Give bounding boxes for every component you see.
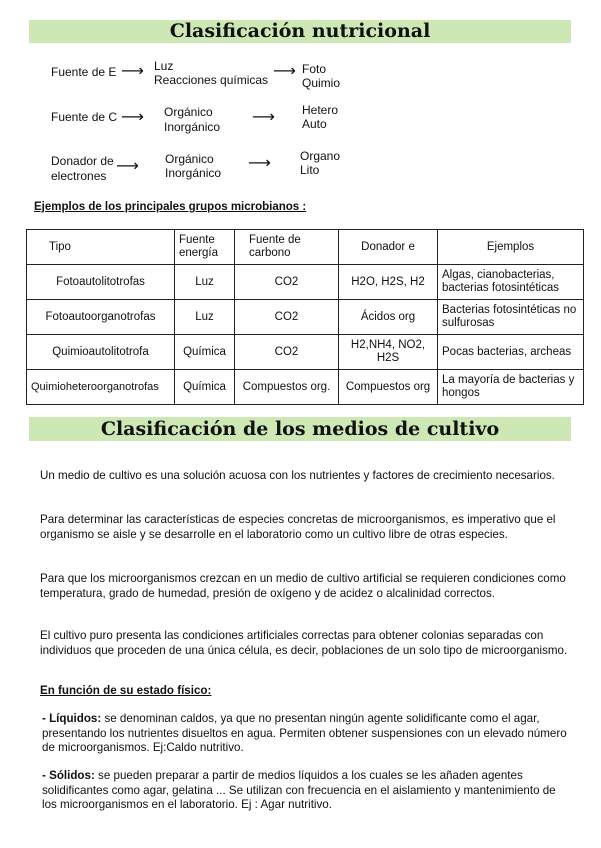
microbial-groups-table <box>26 229 584 405</box>
nutrition-label-donor: electrones <box>51 169 107 183</box>
media-type-term: - Líquidos: <box>42 712 102 725</box>
table-row <box>27 300 584 335</box>
arrow-icon: ⟶ <box>273 63 296 80</box>
table-cell: Quimioautolitotrofa <box>27 335 175 370</box>
nutrition-option: Inorgánico <box>164 120 221 134</box>
table-row <box>27 370 584 405</box>
table-cell: CO2 <box>235 300 339 335</box>
section-title-nutritional: Clasificación nutricional <box>29 20 571 43</box>
table-cell: Química <box>175 370 235 405</box>
nutrition-result: Foto <box>302 62 327 76</box>
media-type-text: se pueden preparar a partir de medios líquidos a los cuales se les añaden agentes solidificantes como agar, gelatina ... Se utilizan con frecuencia en el aislamiento y mantenimiento de los microorganismos en el laboratorio. Ej : Agar nutritivo. <box>42 769 556 811</box>
nutrition-label-carbon: Fuente de C <box>51 110 118 124</box>
table-cell: Química <box>175 335 235 370</box>
table-header-cell: Tipo <box>27 230 175 265</box>
table-cell: Pocas bacterias, archeas <box>438 335 584 370</box>
table-cell: Algas, cianobacterias, bacterias fotosintéticas <box>438 265 584 300</box>
table-cell: Fotoautoorganotrofas <box>27 300 175 335</box>
media-type-item <box>42 769 572 813</box>
nutrition-option: Luz <box>154 59 174 73</box>
table-header-cell: Ejemplos <box>438 230 584 265</box>
arrow-icon: ⟶ <box>252 109 275 126</box>
physical-state-heading: En función de su estado físico: <box>40 684 212 697</box>
nutrition-option: Orgánico <box>164 105 213 119</box>
nutrition-option: Orgánico <box>165 152 214 166</box>
table-cell: La mayoría de bacterias y hongos <box>438 370 584 405</box>
table-cell: Bacterias fotosintéticas no sulfurosas <box>438 300 584 335</box>
arrow-icon: ⟶ <box>121 109 144 126</box>
nutrition-option: Inorgánico <box>165 166 222 180</box>
paragraph: El cultivo puro presenta las condiciones artificiales correctas para obtener colonias separadas con individuos que proceden de una única célula, es decir, poblaciones de un solo tipo de microorganismo. <box>40 629 568 657</box>
table-cell: H2O, H2S, H2 <box>339 265 438 300</box>
nutrition-result: Hetero <box>302 103 339 117</box>
nutrition-label-donor: Donador de <box>51 154 114 168</box>
table-cell: Luz <box>175 300 235 335</box>
table-cell: Compuestos org <box>339 370 438 405</box>
arrow-icon: ⟶ <box>116 158 139 175</box>
paragraph: Un medio de cultivo es una solución acuosa con los nutrientes y factores de crecimiento necesarios. <box>40 469 555 482</box>
table-row <box>27 265 584 300</box>
media-type-item <box>42 712 572 756</box>
table-header-cell: Fuente de carbono <box>235 230 339 265</box>
nutrition-result: Lito <box>300 163 320 177</box>
examples-heading: Ejemplos de los principales grupos microbianos : <box>34 201 307 213</box>
nutrition-result: Quimio <box>302 76 341 90</box>
paragraph: Para que los microorganismos crezcan en un medio de cultivo artificial se requieren condiciones como temperatura, grado de humedad, presión de oxígeno y de acidez o alcalinidad correctos. <box>40 572 566 600</box>
table-cell: CO2 <box>235 265 339 300</box>
table-cell: H2,NH4, NO2, H2S <box>339 335 438 370</box>
nutrition-label-energy: Fuente de E <box>51 65 117 79</box>
table-row <box>27 335 584 370</box>
table-cell: Ácidos org <box>339 300 438 335</box>
paragraph: Para determinar las características de especies concretas de microorganismos, es imperativo que el organismo se aisle y se desarrolle en el laboratorio como un cultivo libre de otras especies. <box>40 513 556 541</box>
arrow-icon: ⟶ <box>248 155 271 172</box>
table-header-cell: Fuente energía <box>175 230 235 265</box>
arrow-icon: ⟶ <box>121 63 144 80</box>
media-type-text: se denominan caldos, ya que no presentan ningún agente solidificante como el agar, presentando los nutrientes disueltos en agua. Permiten obtener suspensiones con un elevado número de microorganismos. Ej:Caldo nutritivo. <box>42 712 567 754</box>
table-cell: Fotoautolitotrofas <box>27 265 175 300</box>
nutrition-result: Auto <box>302 117 327 131</box>
table-header-row <box>27 230 584 265</box>
table-cell: Quimioheteroorganotrofas <box>27 370 175 405</box>
section-title-culture-media: Clasificación de los medios de cultivo <box>29 417 571 441</box>
table-header-cell: Donador e <box>339 230 438 265</box>
table-cell: CO2 <box>235 335 339 370</box>
table-cell: Compuestos org. <box>235 370 339 405</box>
table-cell: Luz <box>175 265 235 300</box>
media-type-term: - Sólidos: <box>42 769 95 782</box>
nutrition-result: Organo <box>300 149 341 163</box>
nutrition-option: Reacciones químicas <box>154 73 269 87</box>
